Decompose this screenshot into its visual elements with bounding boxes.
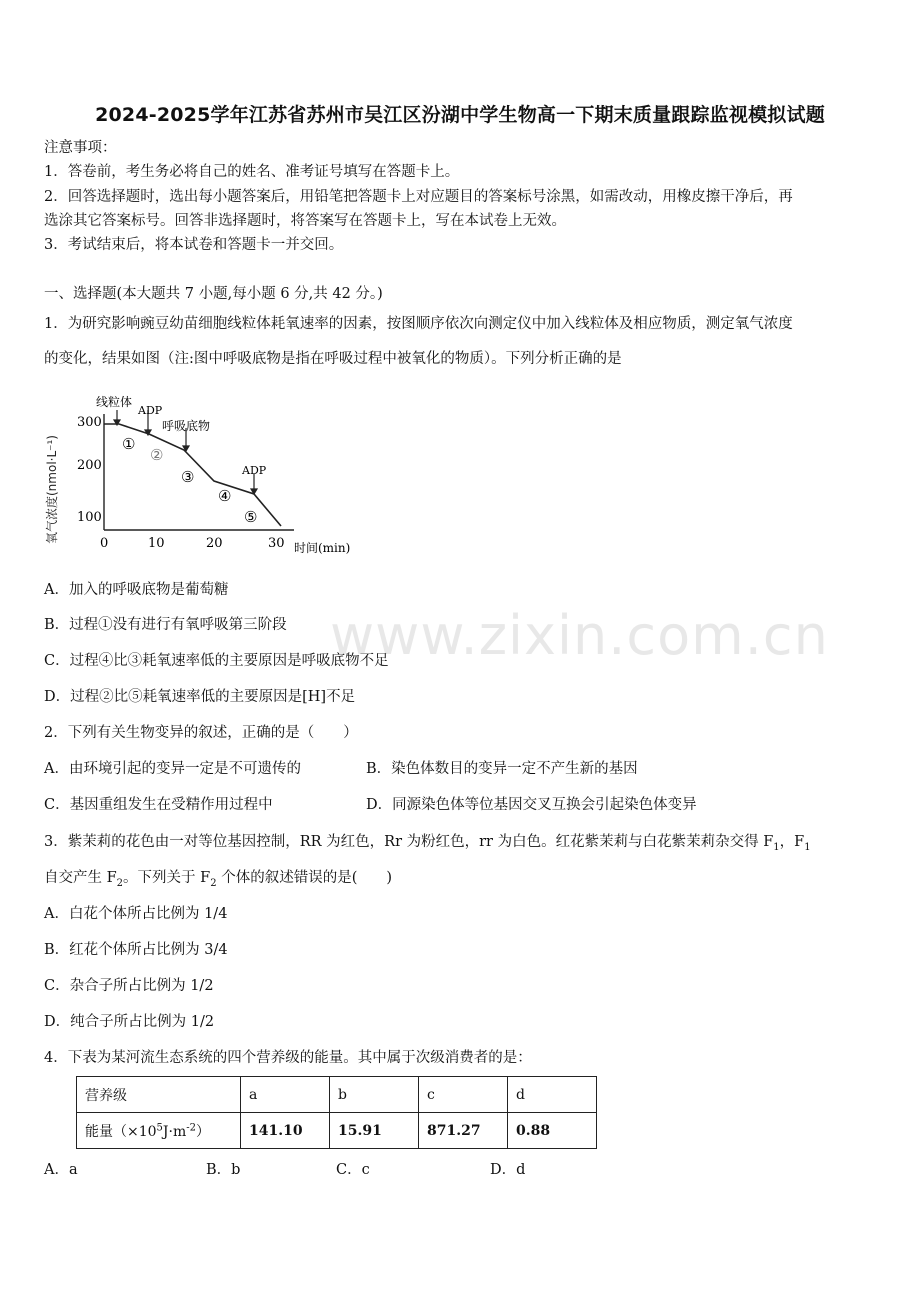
note-1: 1．答卷前，考生务必将自己的姓名、准考证号填写在答题卡上。 xyxy=(44,164,460,180)
q1-option-a: A．加入的呼吸底物是葡萄糖 xyxy=(44,582,229,598)
x-tick-30: 30 xyxy=(268,536,285,551)
label-adp-1: ADP xyxy=(138,404,163,417)
note-2a: 2．回答选择题时，选出每小题答案后，用铅笔把答题卡上对应题目的答案标号涂黑，如需改动，用橡皮擦干净后，再 xyxy=(44,189,793,205)
stage-2: ② xyxy=(150,446,164,464)
q1-stem-line1: 1．为研究影响豌豆幼苗细胞线粒体耗氧速率的因素，按图顺序依次向测定仪中加入线粒体及相应物质，测定氧气浓度 xyxy=(44,316,793,332)
table-row-label: 能量$(\times 10^5J\cdot m^{-2})$ xyxy=(77,1113,241,1149)
stage-1: ① xyxy=(122,435,136,453)
q3-stem-line1: 3．紫茉莉的花色由一对等位基因控制，RR 为红色，Rr 为粉红色，rr 为白色。红花紫茉莉与白花紫茉莉杂交得 $F_1$，$F_1$ xyxy=(44,834,811,853)
q1-option-b: B．过程①没有进行有氧呼吸第三阶段 xyxy=(44,617,287,633)
note-2b: 选涂其它答案标号。回答非选择题时，将答案写在答题卡上，写在本试卷上无效。 xyxy=(44,213,566,229)
table-cell: 0.88 xyxy=(508,1113,597,1149)
stage-5: ⑤ xyxy=(244,508,258,526)
q2-option-c: C．基因重组发生在受精作用过程中 xyxy=(44,797,273,813)
y-tick-300: 300 xyxy=(77,415,102,430)
q2-stem: 2．下列有关生物变异的叙述，正确的是（ ） xyxy=(44,725,358,741)
q2-option-d: D．同源染色体等位基因交叉互换会引起染色体变异 xyxy=(366,797,697,813)
table-header-cell: c xyxy=(419,1077,508,1113)
table-cell: 141.10 xyxy=(241,1113,330,1149)
note-3: 3．考试结束后，将本试卷和答题卡一并交回。 xyxy=(44,237,344,253)
label-substrate: 呼吸底物 xyxy=(162,419,211,433)
q4-option-a: A．a xyxy=(44,1162,78,1178)
q2-option-a: A．由环境引起的变异一定是不可遗传的 xyxy=(44,761,301,777)
label-mitochondria: 线粒体 xyxy=(96,395,133,409)
energy-table xyxy=(76,1076,597,1149)
q3-stem-line2: 自交产生 $F_2$。下列关于 $F_2$ 个体的叙述错误的是( ) xyxy=(44,870,393,889)
table-cell: 15.91 xyxy=(330,1113,419,1149)
table-cell: 871.27 xyxy=(419,1113,508,1149)
x-tick-20: 20 xyxy=(206,536,223,551)
x-tick-0: 0 xyxy=(100,536,109,551)
watermark: www.zixin.com.cn xyxy=(330,604,829,667)
label-adp-2: ADP xyxy=(242,464,267,477)
q1-option-c: C．过程④比③耗氧速率低的主要原因是呼吸底物不足 xyxy=(44,653,389,669)
q4-option-c: C．c xyxy=(336,1162,370,1178)
y-axis-label: 氧气浓度(nmol·L⁻¹) xyxy=(45,435,59,544)
x-tick-10: 10 xyxy=(148,536,165,551)
x-axis-label: 时间(min) xyxy=(294,541,351,555)
q1-option-d: D．过程②比⑤耗氧速率低的主要原因是[H]不足 xyxy=(44,689,356,705)
table-header-cell: a xyxy=(241,1077,330,1113)
q3-option-c: C．杂合子所占比例为 1/2 xyxy=(44,978,214,994)
table-header-cell: d xyxy=(508,1077,597,1113)
table-header-cell: b xyxy=(330,1077,419,1113)
y-tick-100: 100 xyxy=(77,510,102,525)
stage-4: ④ xyxy=(218,487,232,505)
q4-stem: 4．下表为某河流生态系统的四个营养级的能量。其中属于次级消费者的是： xyxy=(44,1050,532,1066)
q3-option-d: D．纯合子所占比例为 1/2 xyxy=(44,1014,215,1030)
table-row xyxy=(77,1113,597,1149)
q4-option-b: B．b xyxy=(206,1162,241,1178)
q1-stem-line2: 的变化，结果如图（注:图中呼吸底物是指在呼吸过程中被氧化的物质）。下列分析正确的是 xyxy=(44,351,622,367)
q2-option-b: B．染色体数目的变异一定不产生新的基因 xyxy=(366,761,638,777)
notes-heading: 注意事项： xyxy=(44,140,117,156)
q4-option-d: D．d xyxy=(490,1162,526,1178)
page-title: 2024-2025学年江苏省苏州市吴江区汾湖中学生物高一下期末质量跟踪监视模拟试题 xyxy=(95,104,825,126)
y-tick-200: 200 xyxy=(77,458,102,473)
q3-option-a: A．白花个体所占比例为 1/4 xyxy=(44,906,228,922)
table-header-row xyxy=(77,1077,597,1113)
oxygen-graph xyxy=(44,384,374,560)
table-header-cell: 营养级 xyxy=(77,1077,241,1113)
stage-3: ③ xyxy=(181,468,195,486)
section-heading: 一、选择题(本大题共 7 小题,每小题 6 分,共 42 分。) xyxy=(44,286,383,302)
q3-option-b: B．红花个体所占比例为 3/4 xyxy=(44,942,228,958)
